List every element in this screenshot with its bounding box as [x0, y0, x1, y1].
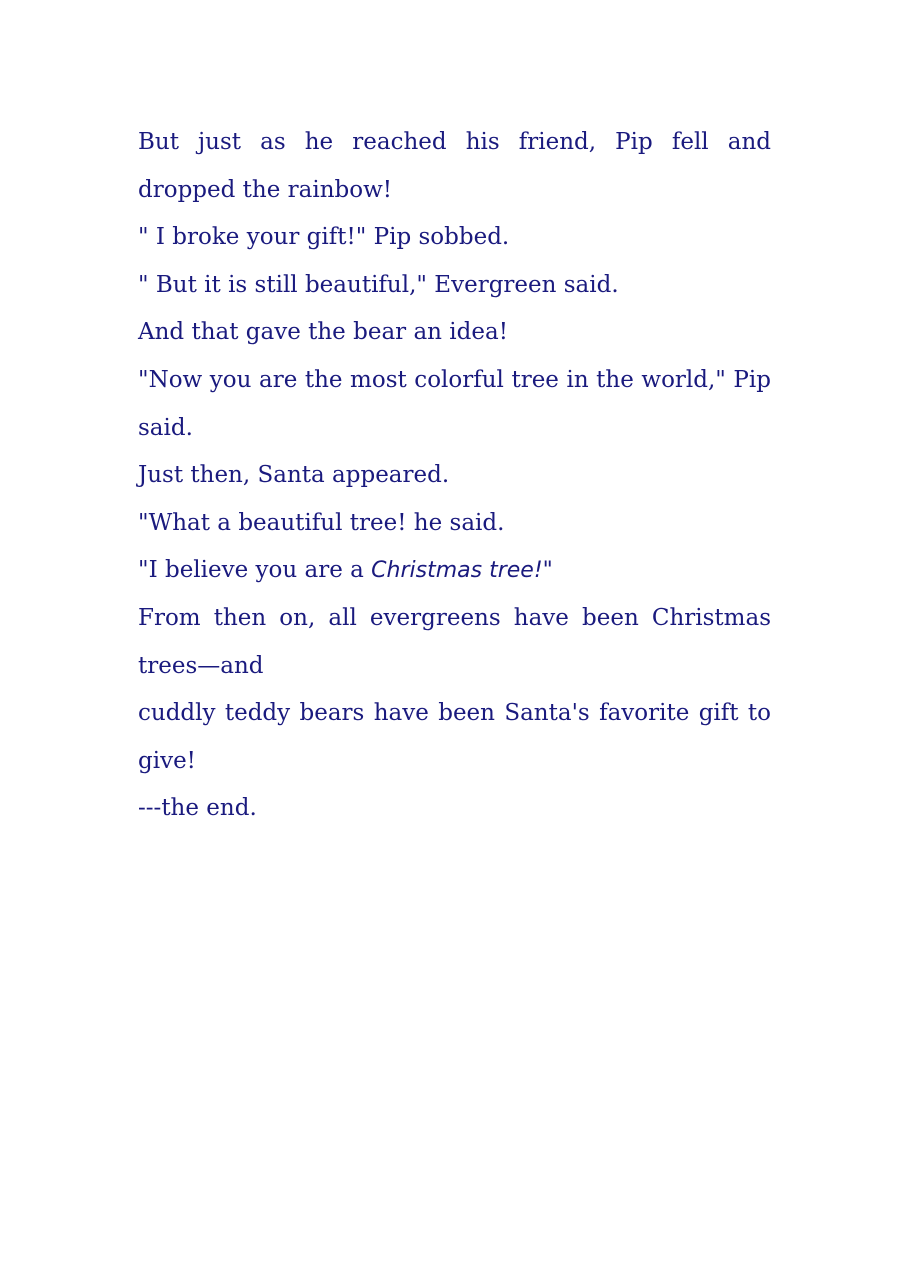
paragraph-teddy-bears: [138, 690, 771, 785]
paragraph-line: dropped the rainbow!: [138, 176, 393, 203]
paragraph-line: "Now you are the most colorful tree in the world," Pip: [138, 366, 771, 393]
paragraph-beautiful-tree: "What a beautiful tree! he said.: [138, 509, 505, 536]
emphasis-text: Christmas tree!": [371, 558, 553, 584]
paragraph-line: said.: [138, 414, 193, 441]
paragraph-line: cuddly teddy bears have been Santa's favorite gift to: [138, 700, 771, 727]
paragraph-santa-appeared: Just then, Santa appeared.: [138, 462, 450, 489]
paragraph-line: trees—and: [138, 652, 264, 679]
paragraph-evergreens: [138, 595, 771, 690]
paragraph-line: But just as he reached his friend, Pip fell and: [138, 129, 771, 155]
paragraph-bear-idea: And that gave the bear an idea!: [138, 319, 508, 346]
story-text: [138, 119, 771, 833]
paragraph-still-beautiful: " But it is still beautiful," Evergreen said.: [138, 271, 619, 298]
paragraph-the-end: ---the end.: [138, 795, 257, 822]
paragraph-colorful-tree: [138, 357, 771, 452]
paragraph-christmas-tree: [138, 547, 771, 595]
paragraph-broke-gift: " I broke your gift!" Pip sobbed.: [138, 224, 510, 251]
paragraph-text: "I believe you are a: [138, 557, 372, 584]
paragraph-line: give!: [138, 747, 196, 774]
paragraph-pip-fell: [138, 119, 771, 214]
paragraph-line: From then on, all evergreens have been Christmas: [138, 604, 771, 631]
